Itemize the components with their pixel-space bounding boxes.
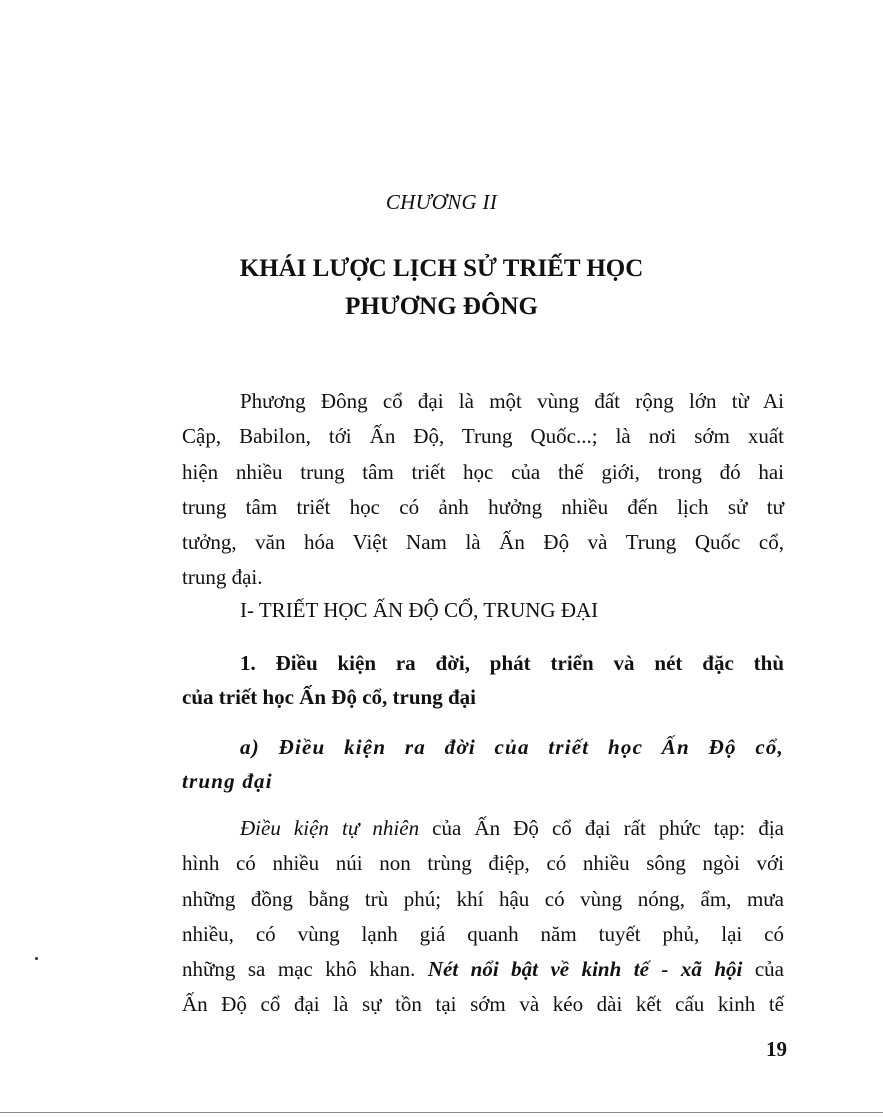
natural-conditions-paragraph: [182, 811, 784, 1023]
paragraph-text: những sa mạc khô khan.: [182, 957, 428, 982]
subsection-a-line: trung đại: [182, 769, 273, 793]
page-number: 19: [766, 1037, 787, 1061]
scan-speck: [35, 957, 38, 960]
subsection-heading-line: của triết học Ấn Độ cổ, trung đại: [182, 685, 476, 709]
paragraph-line: Ấn Độ cổ đại là sự tồn tại sớm và kéo dài kết cấu kinh tế: [182, 992, 784, 1017]
intro-paragraph: [182, 384, 784, 596]
subsection-heading-1: [182, 646, 784, 714]
emphasis-socio-economic: Nét nổi bật về kinh tế - xã hội: [427, 957, 743, 982]
chapter-title-line-1: KHÁI LƯỢC LỊCH SỬ TRIẾT HỌC: [239, 255, 644, 282]
intro-line: trung đại.: [182, 565, 263, 590]
intro-line: hiện nhiều trung tâm triết học của thế giới, trong đó hai: [182, 459, 784, 484]
chapter-title-line-2: PHƯƠNG ĐÔNG: [345, 293, 538, 320]
emphasis-natural-conditions: Điều kiện tự nhiên: [240, 816, 420, 840]
paragraph-line: [182, 952, 784, 987]
intro-line: Cập, Babilon, tới Ấn Độ, Trung Quốc...; là nơi sớm xuất: [182, 424, 784, 449]
paragraph-text: của Ấn Độ cổ đại rất phức tạp: địa: [419, 816, 784, 840]
paragraph-text: của: [742, 957, 784, 982]
intro-line: tưởng, văn hóa Việt Nam là Ấn Độ và Trung Quốc cổ,: [182, 530, 784, 555]
paragraph-line: [182, 811, 784, 846]
page-bottom-edge: [0, 1112, 883, 1113]
intro-line: trung tâm triết học có ảnh hưởng nhiều đến lịch sử tư: [182, 494, 784, 519]
intro-line: Phương Đông cổ đại là một vùng đất rộng lớn từ Ai: [240, 389, 784, 413]
paragraph-line: những đồng bằng trù phú; khí hậu có vùng nóng, ẩm, mưa: [182, 886, 784, 911]
paragraph-line: hình có nhiều núi non trùng điệp, có nhiều sông ngòi với: [182, 851, 784, 876]
chapter-label: CHƯƠNG II: [385, 190, 498, 214]
section-heading-1: I- TRIẾT HỌC ẤN ĐỘ CỔ, TRUNG ĐẠI: [240, 598, 599, 622]
subsection-heading-a: [182, 730, 784, 798]
subsection-a-line: a) Điều kiện ra đời của triết học Ấn Độ cổ,: [240, 735, 784, 759]
subsection-heading-line: 1. Điều kiện ra đời, phát triển và nét đặc thù: [240, 651, 784, 675]
paragraph-line: nhiều, có vùng lạnh giá quanh năm tuyết phủ, lại có: [182, 921, 784, 946]
chapter-title: [0, 250, 883, 326]
